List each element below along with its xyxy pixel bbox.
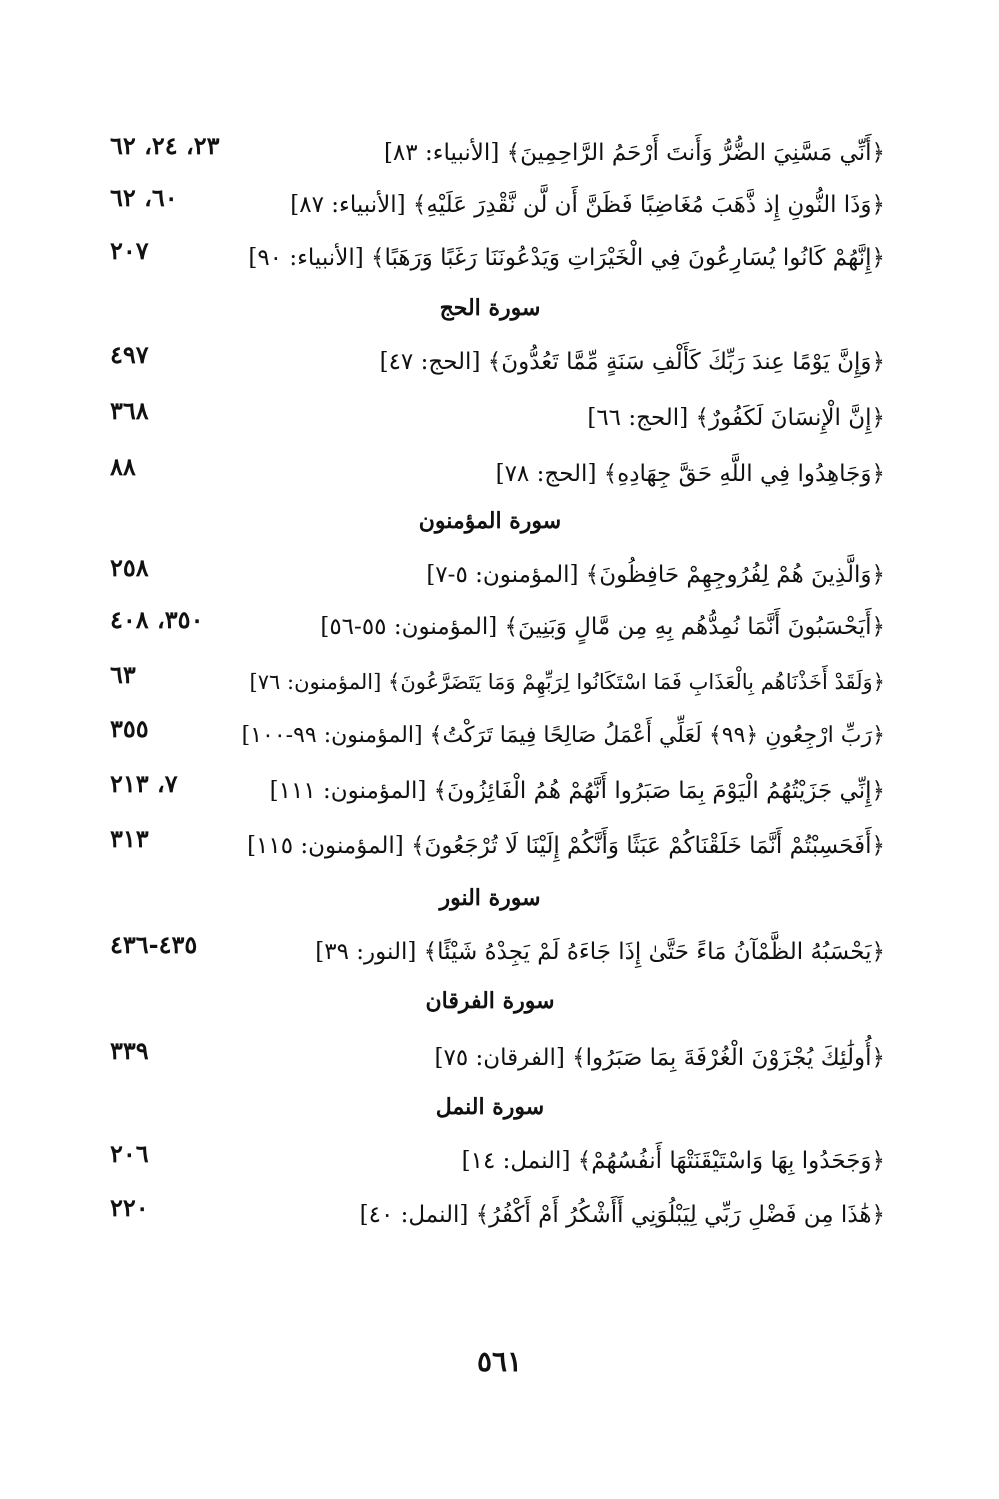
verse-row <box>110 769 885 813</box>
verse-text: ﴿وَجَاهِدُوا فِي اللَّهِ حَقَّ جِهَادِهِ﴾ [الحج: ٧٨] <box>495 461 885 487</box>
page-references: ٤٣٥-٤٣٦ <box>110 930 198 959</box>
verse-row <box>110 930 885 974</box>
verse-row <box>110 452 885 496</box>
verse-text: ﴿وَإِنَّ يَوْمًا عِندَ رَبِّكَ كَأَلْفِ سَنَةٍ مِّمَّا تَعُدُّونَ﴾ [الحج: ٤٧] <box>379 349 885 375</box>
verse-text: ﴿أَفَحَسِبْتُمْ أَنَّمَا خَلَقْنَاكُمْ عَبَثًا وَأَنَّكُمْ إِلَيْنَا لَا تُرْجَعُونَ﴾ [المؤمنون: ١١٥] <box>247 833 885 859</box>
page-references: ٣٣٩ <box>110 1036 149 1065</box>
page-references: ٣١٣ <box>110 824 149 853</box>
verse-row <box>110 553 885 597</box>
verse-text: ﴿إِنَّهُمْ كَانُوا يُسَارِعُونَ فِي الْخَيْرَاتِ وَيَدْعُونَنَا رَغَبًا وَرَهَبًا﴾ [الأنبياء: ٩٠] <box>248 245 885 271</box>
page-references: ٤٩٧ <box>110 340 149 369</box>
verse-text: ﴿وَجَحَدُوا بِهَا وَاسْتَيْقَنَتْهَا أَنفُسُهُمْ﴾ [النمل: ١٤] <box>461 1148 885 1174</box>
verse-text: ﴿وَلَقَدْ أَخَذْنَاهُم بِالْعَذَابِ فَمَا اسْتَكَانُوا لِرَبِّهِمْ وَمَا يَتَضَرَّعُونَ﴾ [المؤمنون: ٧٦] <box>249 670 885 694</box>
page-references: ٦٠، ٦٢ <box>110 183 178 212</box>
verse-row <box>110 714 885 758</box>
surah-heading-al-hajj: سورة الحج <box>439 295 541 321</box>
verse-text: ﴿رَبِّ ارْجِعُونِ ﴿٩٩﴾ لَعَلِّي أَعْمَلُ صَالِحًا فِيمَا تَرَكْتُ﴾ [المؤمنون: ٩٩-١٠٠] <box>241 723 885 748</box>
surah-heading-an-nur: سورة النور <box>439 885 541 911</box>
verse-row <box>110 824 885 868</box>
verse-text: ﴿إِنَّ الْإِنسَانَ لَكَفُورٌ﴾ [الحج: ٦٦] <box>587 405 885 431</box>
verse-row <box>110 340 885 384</box>
verse-row <box>110 183 885 227</box>
verse-row <box>110 396 885 440</box>
verse-text: ﴿وَذَا النُّونِ إِذ ذَّهَبَ مُغَاضِبًا فَظَنَّ أَن لَّن نَّقْدِرَ عَلَيْهِ﴾ [الأنبياء: ٨٧] <box>290 192 885 218</box>
verse-text: ﴿أُولَٰئِكَ يُجْزَوْنَ الْغُرْفَةَ بِمَا صَبَرُوا﴾ [الفرقان: ٧٥] <box>434 1045 885 1071</box>
verse-text: ﴿أَنِّي مَسَّنِيَ الضُّرُّ وَأَنتَ أَرْحَمُ الرَّاحِمِينَ﴾ [الأنبياء: ٨٣] <box>383 140 885 166</box>
page-references: ٦٣ <box>110 660 136 689</box>
verse-text: ﴿إِنِّي جَزَيْتُهُمُ الْيَوْمَ بِمَا صَبَرُوا أَنَّهُمْ هُمُ الْفَائِزُونَ﴾ [المؤمنون: ١١١] <box>269 778 885 804</box>
surah-heading-al-muminun: سورة المؤمنون <box>418 508 562 534</box>
surah-heading-an-naml: سورة النمل <box>435 1094 545 1120</box>
surah-heading-al-furqan: سورة الفرقان <box>425 988 555 1014</box>
page-references: ٣٥٠، ٤٠٨ <box>110 605 204 634</box>
page-references: ٢٢٠ <box>110 1193 149 1222</box>
verse-row <box>110 1139 885 1183</box>
verse-text: ﴿هَٰذَا مِن فَضْلِ رَبِّي لِيَبْلُوَنِي أَأَشْكُرُ أَمْ أَكْفُرُ﴾ [النمل: ٤٠] <box>359 1202 885 1228</box>
verse-row <box>110 605 885 649</box>
page-references: ٢٠٦ <box>110 1139 149 1168</box>
verse-text: ﴿أَيَحْسَبُونَ أَنَّمَا نُمِدُّهُم بِهِ مِن مَّالٍ وَبَنِينَ﴾ [المؤمنون: ٥٥-٥٦] <box>320 614 885 640</box>
verse-text: ﴿يَحْسَبُهُ الظَّمْآنُ مَاءً حَتَّىٰ إِذَا جَاءَهُ لَمْ يَجِدْهُ شَيْئًا﴾ [النور: ٣٩] <box>315 939 885 965</box>
verse-text: ﴿وَالَّذِينَ هُمْ لِفُرُوجِهِمْ حَافِظُونَ﴾ [المؤمنون: ٥-٧] <box>426 562 885 588</box>
verse-row <box>110 1036 885 1080</box>
page-references: ٣٥٥ <box>110 714 149 743</box>
verse-row <box>110 1193 885 1237</box>
page-references: ٢٠٧ <box>110 236 149 265</box>
page-references: ٣٦٨ <box>110 396 149 425</box>
page-references: ٢٥٨ <box>110 553 149 582</box>
verse-row <box>110 236 885 280</box>
page-number: ٥٦١ <box>476 1345 523 1378</box>
page-references: ٨٨ <box>110 452 136 481</box>
page-references: ٢٣، ٢٤، ٦٢ <box>110 131 220 160</box>
verse-row <box>110 131 885 175</box>
page-references: ٧، ٢١٣ <box>110 769 178 798</box>
verse-row <box>110 660 885 704</box>
